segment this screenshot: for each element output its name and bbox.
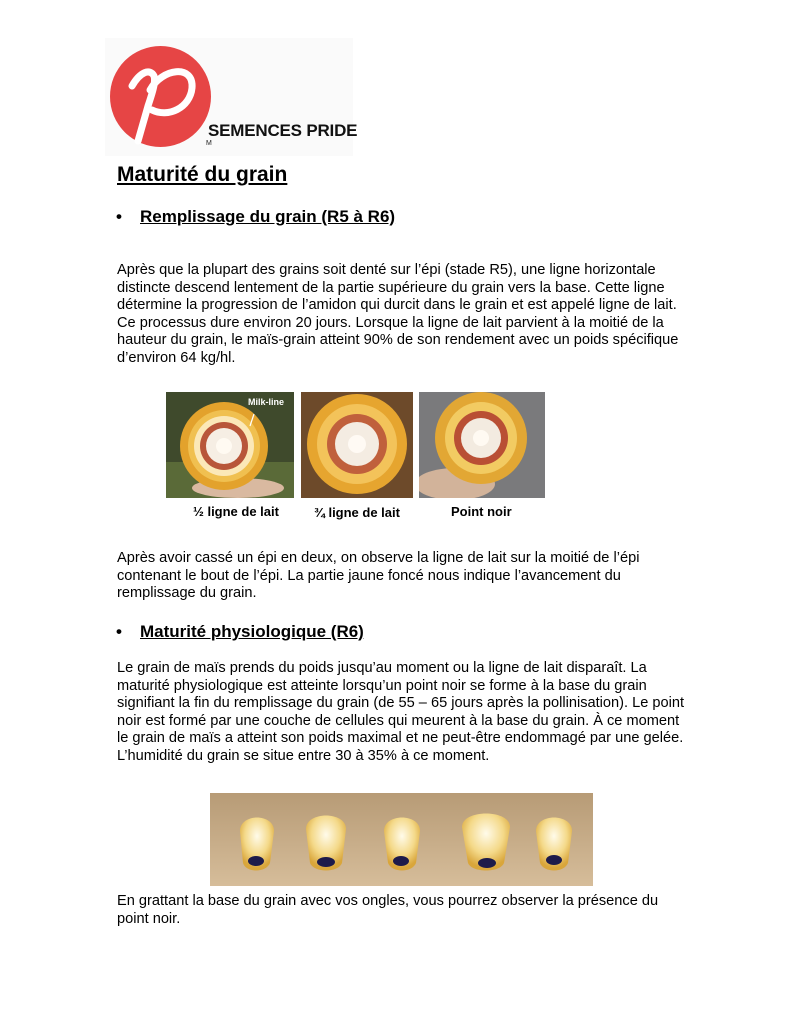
cob-three-quarter-milkline-photo <box>301 392 413 498</box>
caption-half-milkline: ½ ligne de lait <box>193 504 279 519</box>
section-heading-maturity <box>116 622 436 644</box>
section-heading-filling <box>116 207 436 229</box>
section-heading-text: Remplissage du grain (R5 à R6) <box>140 207 396 226</box>
milk-line-label: Milk-line <box>248 397 285 407</box>
trademark-mark: M <box>206 140 212 147</box>
paragraph-filling: Après que la plupart des grains soit denté sur l’épi (stade R5), une ligne horizontale distincte descend lentement de la partie supérieure du grain vers la base. Cette ligne détermine la progression de l’amidon qui durcit dans le grain et est appelé ligne de lait. Ce processus dure environ 20 jours. Lorsque la ligne de lait parvient à la moitié de la hauteur du grain, le maïs-grain atteint 90% de son rendement avec un poids spécifique d’environ 64 kg/hl. <box>117 262 679 366</box>
paragraph-maturity: Le grain de maïs prends du poids jusqu’au moment ou la ligne de lait disparaît. La maturité physiologique est atteinte lorsqu’un point noir se forme à la base du grain signifiant la fin du remplissage du grain (de 55 – 65 jours après la pollinisation). Le point noir est formé par une couche de cellules qui meurent à la base du grain. À ce moment le grain de maïs a atteint son poids maximal et ne peut-être endommagé par une gelée. L’humidité du grain se situe entre 30 à 35% à ce moment. <box>117 660 685 764</box>
page-title: Maturité du grain <box>117 163 288 186</box>
logo-p-icon <box>110 46 211 147</box>
paragraph-milkline-observation: Après avoir cassé un épi en deux, on observe la ligne de lait sur la moitié de l’épi contenant le bout de l’épi. La partie jaune foncé nous indique l’avancement du remplissage du grain. <box>117 550 640 601</box>
section-heading-text: Maturité physiologique (R6) <box>140 622 364 641</box>
paragraph-black-layer-check: En grattant la base du grain avec vos ongles, vous pourrez observer la présence du point noir. <box>117 893 659 927</box>
bullet-icon: • <box>116 207 122 226</box>
caption-three-quarter-milkline: ¾ ligne de lait <box>314 505 400 520</box>
cob-black-layer-photo <box>419 392 545 498</box>
brand-name: SEMENCES PRIDE <box>208 121 358 140</box>
bullet-icon: • <box>116 622 122 641</box>
cob-half-milkline-photo <box>166 392 294 498</box>
caption-black-layer: Point noir <box>451 504 512 519</box>
kernels-black-layer-photo <box>210 793 593 886</box>
